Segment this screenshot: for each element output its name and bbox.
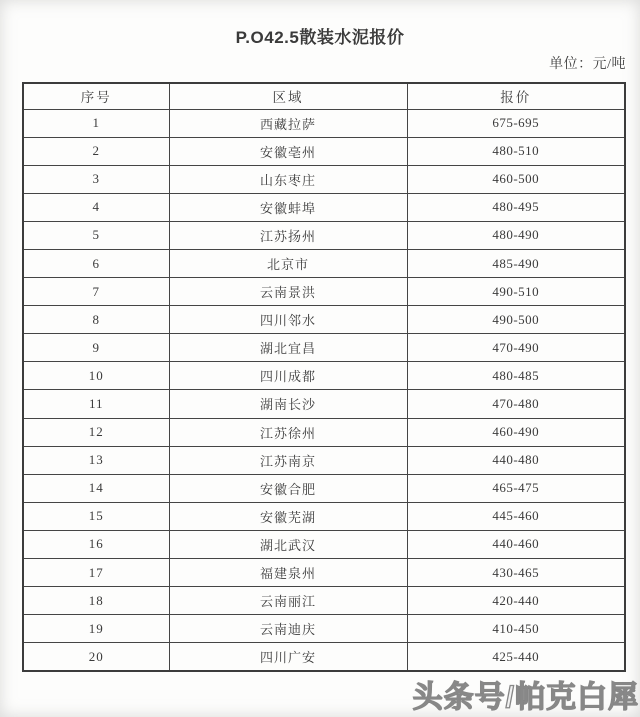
cell-price: 480-510	[407, 137, 625, 165]
table-row	[23, 221, 625, 249]
table-row	[23, 530, 625, 558]
cell-region: 山东枣庄	[169, 165, 407, 193]
cell-no: 12	[23, 418, 169, 446]
cell-no: 4	[23, 193, 169, 221]
table-row	[23, 643, 625, 671]
cell-no: 2	[23, 137, 169, 165]
cell-price: 480-490	[407, 221, 625, 249]
table-row	[23, 418, 625, 446]
cell-price: 445-460	[407, 502, 625, 530]
table-row	[23, 559, 625, 587]
table-row	[23, 615, 625, 643]
cell-region: 湖南长沙	[169, 390, 407, 418]
cell-price: 440-480	[407, 446, 625, 474]
cell-price: 440-460	[407, 530, 625, 558]
cell-no: 16	[23, 530, 169, 558]
cell-region: 安徽合肥	[169, 474, 407, 502]
cell-region: 云南景洪	[169, 278, 407, 306]
cell-price: 490-510	[407, 278, 625, 306]
cell-region: 安徽亳州	[169, 137, 407, 165]
table-row	[23, 249, 625, 277]
cell-region: 湖北宜昌	[169, 334, 407, 362]
cell-no: 6	[23, 249, 169, 277]
cell-price: 460-500	[407, 165, 625, 193]
cell-price: 470-480	[407, 390, 625, 418]
header-region: 区域	[169, 83, 407, 109]
header-row	[23, 83, 625, 109]
watermark: 头条号/帕克白犀	[412, 681, 639, 714]
cell-no: 19	[23, 615, 169, 643]
cell-price: 480-495	[407, 193, 625, 221]
cell-region: 安徽蚌埠	[169, 193, 407, 221]
unit-label: 单位：元/吨	[549, 57, 626, 72]
cell-no: 5	[23, 221, 169, 249]
cell-no: 20	[23, 643, 169, 671]
cell-no: 8	[23, 306, 169, 334]
cell-no: 14	[23, 474, 169, 502]
cell-price: 485-490	[407, 249, 625, 277]
cell-no: 9	[23, 334, 169, 362]
price-table	[22, 82, 626, 672]
table-row	[23, 362, 625, 390]
cell-no: 11	[23, 390, 169, 418]
cell-region: 江苏南京	[169, 446, 407, 474]
cell-price: 430-465	[407, 559, 625, 587]
table-row	[23, 446, 625, 474]
cell-no: 15	[23, 502, 169, 530]
table-row	[23, 334, 625, 362]
cell-no: 13	[23, 446, 169, 474]
header-price: 报价	[407, 83, 625, 109]
cell-no: 7	[23, 278, 169, 306]
cell-region: 四川广安	[169, 643, 407, 671]
cell-price: 420-440	[407, 587, 625, 615]
cell-price: 480-485	[407, 362, 625, 390]
table-row	[23, 306, 625, 334]
header-no: 序号	[23, 83, 169, 109]
cell-price: 465-475	[407, 474, 625, 502]
table-row	[23, 502, 625, 530]
cell-region: 北京市	[169, 249, 407, 277]
table-row	[23, 474, 625, 502]
table-row	[23, 587, 625, 615]
cell-price: 470-490	[407, 334, 625, 362]
cell-region: 四川成都	[169, 362, 407, 390]
page-title: P.O42.5散装水泥报价	[235, 28, 405, 47]
table-row	[23, 390, 625, 418]
table-row	[23, 165, 625, 193]
table-row	[23, 278, 625, 306]
cell-region: 福建泉州	[169, 559, 407, 587]
table-row	[23, 109, 625, 137]
cell-region: 湖北武汉	[169, 530, 407, 558]
cell-price: 675-695	[407, 109, 625, 137]
cell-no: 10	[23, 362, 169, 390]
cell-region: 江苏扬州	[169, 221, 407, 249]
cell-region: 江苏徐州	[169, 418, 407, 446]
cell-no: 3	[23, 165, 169, 193]
cell-region: 云南丽江	[169, 587, 407, 615]
cell-no: 18	[23, 587, 169, 615]
cell-price: 460-490	[407, 418, 625, 446]
table-row	[23, 137, 625, 165]
cell-region: 西藏拉萨	[169, 109, 407, 137]
cell-region: 安徽芜湖	[169, 502, 407, 530]
cell-price: 425-440	[407, 643, 625, 671]
cell-price: 410-450	[407, 615, 625, 643]
cell-price: 490-500	[407, 306, 625, 334]
cell-region: 云南迪庆	[169, 615, 407, 643]
cell-no: 17	[23, 559, 169, 587]
table-row	[23, 193, 625, 221]
cell-region: 四川邻水	[169, 306, 407, 334]
cell-no: 1	[23, 109, 169, 137]
